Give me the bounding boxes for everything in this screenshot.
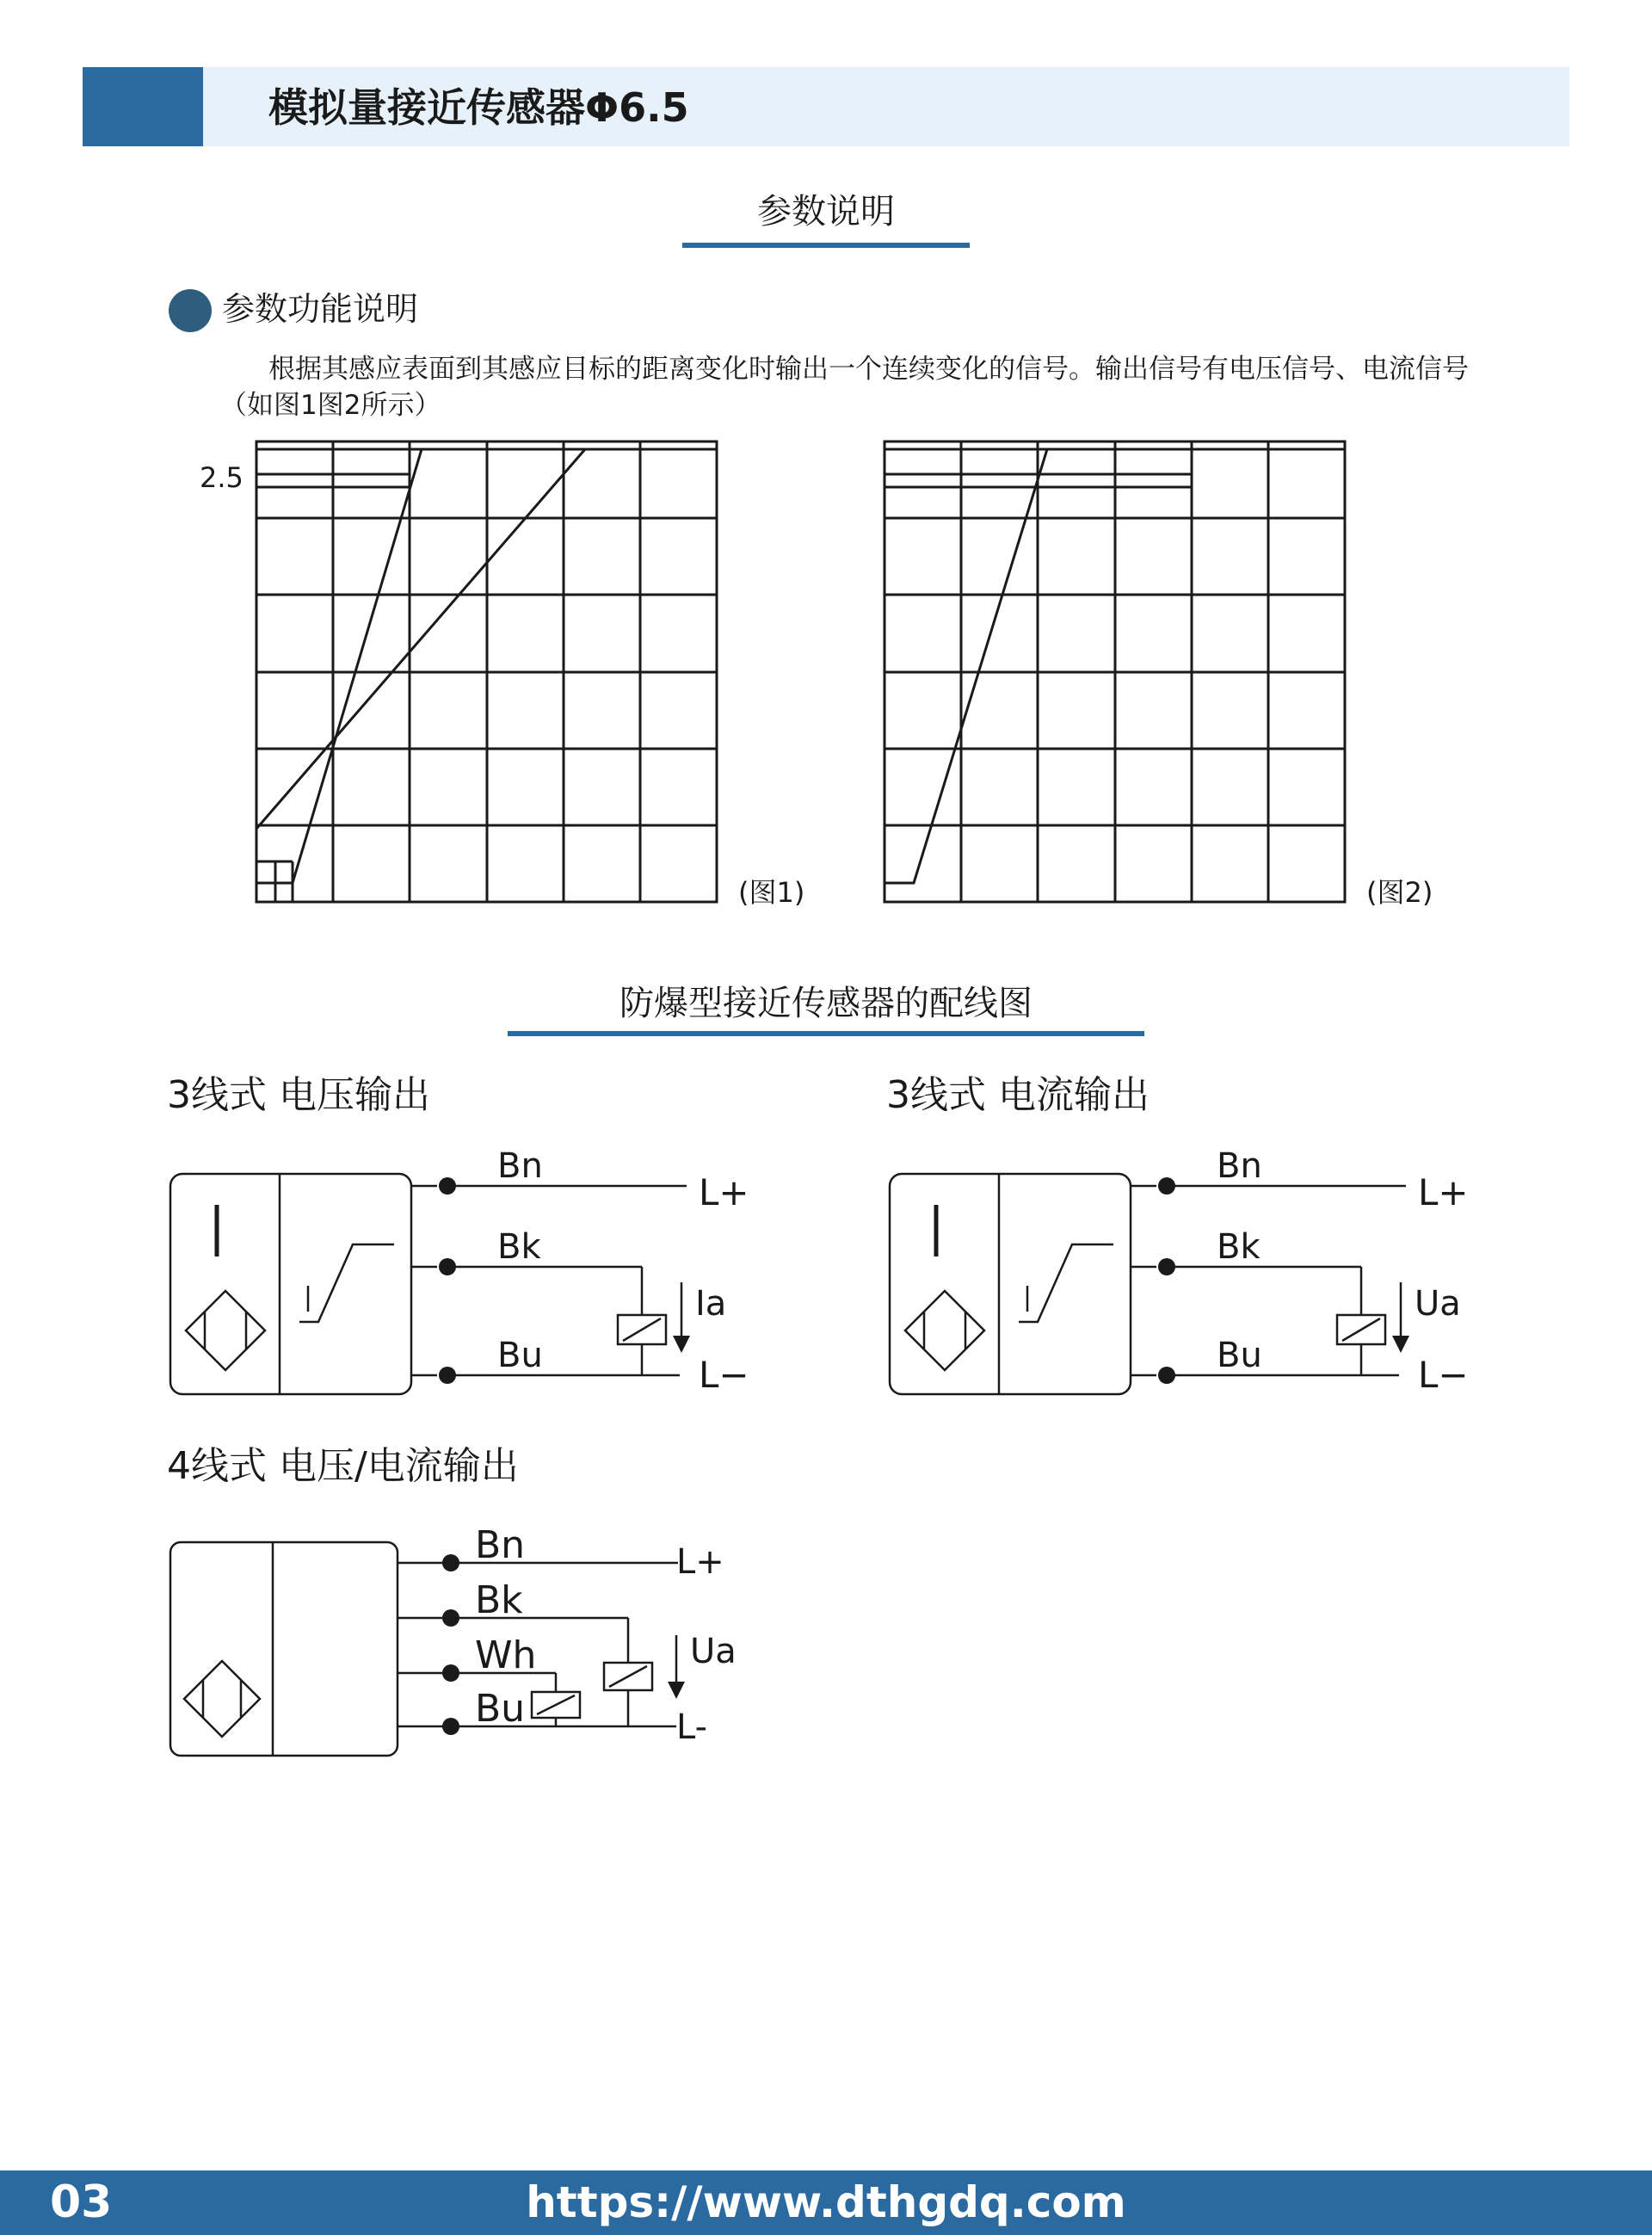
sensor-body xyxy=(890,1174,1131,1394)
figure1-caption: (图1) xyxy=(738,876,805,909)
figure2-graph xyxy=(878,437,1351,906)
label-bn: Bn xyxy=(497,1146,543,1186)
wiring-3wire-voltage-title: 3线式 电压输出 xyxy=(167,1073,430,1117)
page-number: 03 xyxy=(50,2176,113,2228)
wiring-3wire-voltage-diagram xyxy=(163,1136,766,1411)
wiring-4wire-title: 4线式 电压/电流输出 xyxy=(167,1444,519,1488)
footer-url-link[interactable]: https://www.dthgdq.com xyxy=(526,2177,1126,2227)
header-accent-block xyxy=(83,67,203,146)
figure1-graph xyxy=(250,437,723,906)
figure2-caption: (图2) xyxy=(1366,876,1433,909)
wiring-3wire-current-diagram xyxy=(883,1136,1485,1411)
label-bu: Bu xyxy=(1217,1336,1262,1375)
label-bn: Bn xyxy=(475,1523,526,1567)
terminal-minus: L− xyxy=(1418,1354,1469,1396)
section-title-wiring: 防爆型接近传感器的配线图 xyxy=(620,984,1032,1023)
label-bu: Bu xyxy=(497,1336,543,1375)
label-wh: Wh xyxy=(475,1633,537,1677)
sensor-diamond-icon xyxy=(186,1291,265,1370)
terminal-minus: L− xyxy=(699,1354,749,1396)
label-bk: Bk xyxy=(1217,1227,1261,1267)
output-ramp-icon xyxy=(299,1244,394,1322)
section-underline-params xyxy=(682,243,970,248)
terminal-plus: L+ xyxy=(699,1171,749,1213)
params-function-title: 参数功能说明 xyxy=(222,290,419,328)
page-title: 模拟量接近传感器Φ6.5 xyxy=(268,84,689,131)
wiring-4wire-diagram xyxy=(163,1515,766,1764)
sensor-body xyxy=(170,1174,411,1394)
terminal-plus: L+ xyxy=(1418,1171,1469,1213)
sensor-diamond-icon xyxy=(184,1661,260,1737)
terminal-minus: L- xyxy=(676,1707,708,1747)
bullet-icon xyxy=(169,289,212,332)
signal-label: Ua xyxy=(1415,1284,1461,1324)
figure1-y-label: 2.5 xyxy=(200,461,243,494)
signal-label: Ia xyxy=(695,1284,727,1324)
wiring-3wire-current-title: 3线式 电流输出 xyxy=(886,1073,1150,1117)
signal-label: Ua xyxy=(690,1632,737,1671)
sensor-diamond-icon xyxy=(905,1291,984,1370)
label-bk: Bk xyxy=(475,1578,523,1622)
section-underline-wiring xyxy=(508,1031,1144,1036)
section-title-params: 参数说明 xyxy=(757,192,895,232)
label-bk: Bk xyxy=(497,1227,541,1267)
params-function-description: 根据其感应表面到其感应目标的距离变化时输出一个连续变化的信号。输出信号有电压信号、电流信号（如图1图2所示） xyxy=(220,354,1469,421)
label-bu: Bu xyxy=(475,1687,526,1731)
label-bn: Bn xyxy=(1217,1146,1262,1186)
terminal-plus: L+ xyxy=(676,1542,724,1582)
sensor-body xyxy=(170,1542,398,1756)
figure1-curve-linear xyxy=(256,449,585,829)
output-ramp-icon xyxy=(1019,1244,1113,1322)
